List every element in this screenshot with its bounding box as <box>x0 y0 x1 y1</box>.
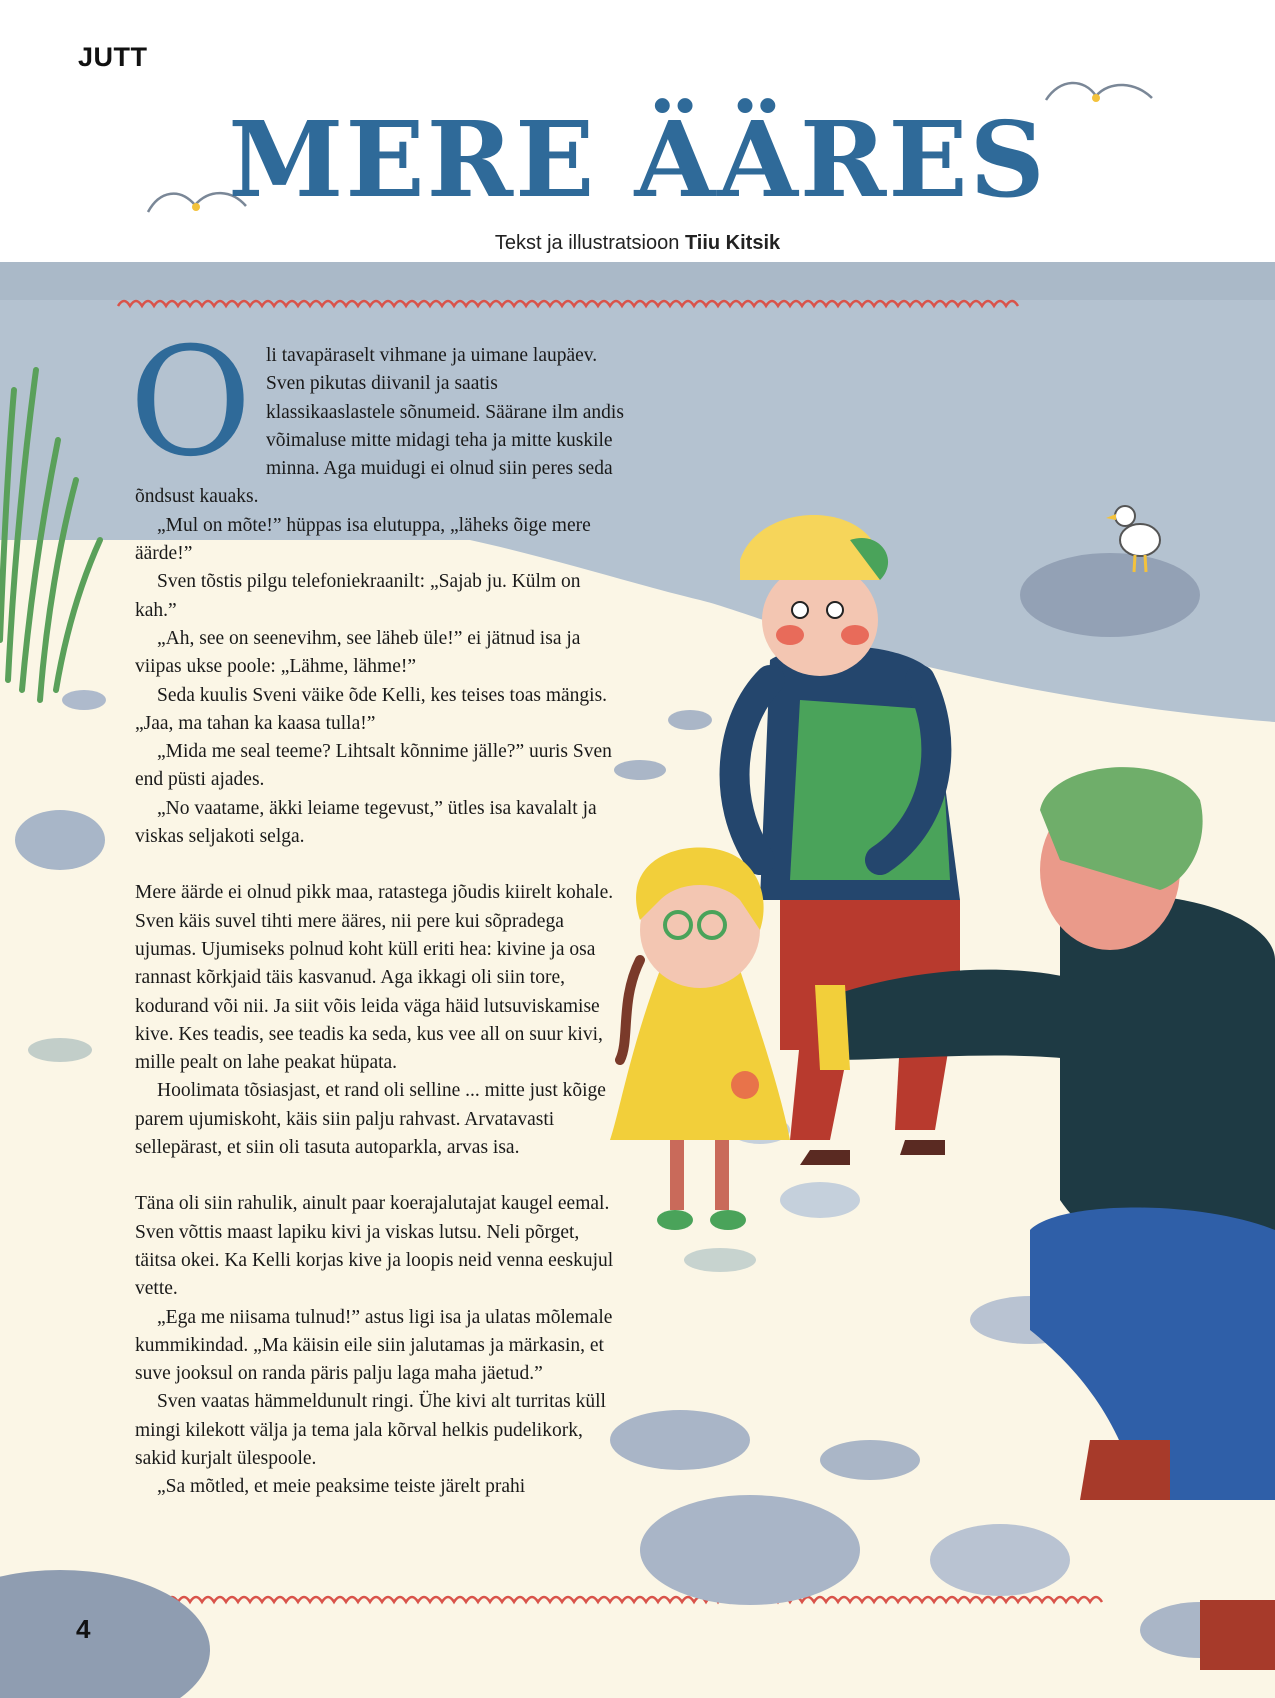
page-title: MERE ÄÄRES <box>228 98 1047 221</box>
byline-author: Tiiu Kitsik <box>684 232 781 254</box>
paragraph: Sven vaatas hämmeldunult ringi. Ühe kivi alt turritas küll mingi kilekott välja ja tema jala kõrval helkis pudelikork, sakid kurjalt ülespoole. <box>135 1391 606 1469</box>
section-label: JUTT <box>78 42 148 72</box>
article-body <box>129 316 625 1502</box>
paragraph <box>129 316 625 512</box>
drop-cap: O <box>129 316 252 490</box>
page-number: 4 <box>76 1614 91 1644</box>
paragraph: „Mul on mõte!” hüppas isa elutuppa, „läheks õige mere äärde!” <box>135 514 591 565</box>
paragraph: Hoolimata tõsiasjast, et rand oli selline ... mitte just kõige parem ujumiskoht, käis siin palju rahvast. Arvatavasti sellepärast, et siin oli tasuta autoparkla, arvas isa. <box>135 1080 606 1159</box>
paragraph: Seda kuulis Sveni väike õde Kelli, kes teises toas mängis. „Jaa, ma tahan ka kaasa tulla!” <box>135 684 608 734</box>
paragraph: Sven tõstis pilgu telefoniekraanilt: „Sajab ju. Külm on kah.” <box>135 571 581 621</box>
paragraph: „Sa mõtled, et meie peaksime teiste järelt prahi <box>157 1476 526 1498</box>
sea-horizon <box>0 262 1275 300</box>
paragraph: Mere äärde ei olnud pikk maa, ratastega jõudis kiirelt kohale. Sven käis suvel tihti mere ääres, nii pere kui sõpradega ujumas. Ujumiseks polnud koht küll eriti hea: kivine ja osa rannast kõrkjaid täis kasvanud. Aga ikkagi oli siin tore, kodurand või nii. Ja siit võis leida väga häid lutsuviskamise kive. Kes teadis, see teadis ka seda, kus vee all on suur kivi, mille pealt on lahe peakat hüpata. <box>135 882 614 1074</box>
paragraph: „Mida me seal teeme? Lihtsalt kõnnime jälle?” uuris Sven end püsti ajades. <box>135 741 612 791</box>
paragraph: „No vaatame, äkki leiame tegevust,” ütles isa kavalalt ja viskas seljakoti selga. <box>135 797 597 848</box>
paragraph: Täna oli siin rahulik, ainult paar koerajalutajat kaugel eemal. Sven võttis maast lapiku kivi ja viskas lutsu. Neli põrget, täitsa okei. Ka Kelli korjas kive ja loopis neid venna eeskujul vette. <box>135 1193 614 1300</box>
paragraph: „Ega me niisama tulnud!” astus ligi isa ja ulatas mõlemale kummikindad. „Ma käisin eile siin jalutamas ja märkasin, et suve jooksul on randa päris palju laga maha jäetud.” <box>135 1306 613 1385</box>
paragraph: „Ah, see on seenevihm, see läheb üle!” ei jätnud isa ja viipas ukse poole: „Lähme, lähme!” <box>135 627 581 678</box>
byline-prefix: Tekst ja illustratsioon <box>494 232 680 254</box>
paragraph-text: li tavapäraselt vihmane ja uimane laupäev. Sven pikutas diivanil ja saatis klassikaaslastele sõnumeid. Säärane ilm andis võimaluse mitte midagi teha ja mitte kuskile minna. Aga muidugi ei olnud siin peres seda õndsust kauaks. <box>135 345 624 508</box>
seagull-icon <box>1046 83 1152 102</box>
byline <box>0 232 1275 255</box>
